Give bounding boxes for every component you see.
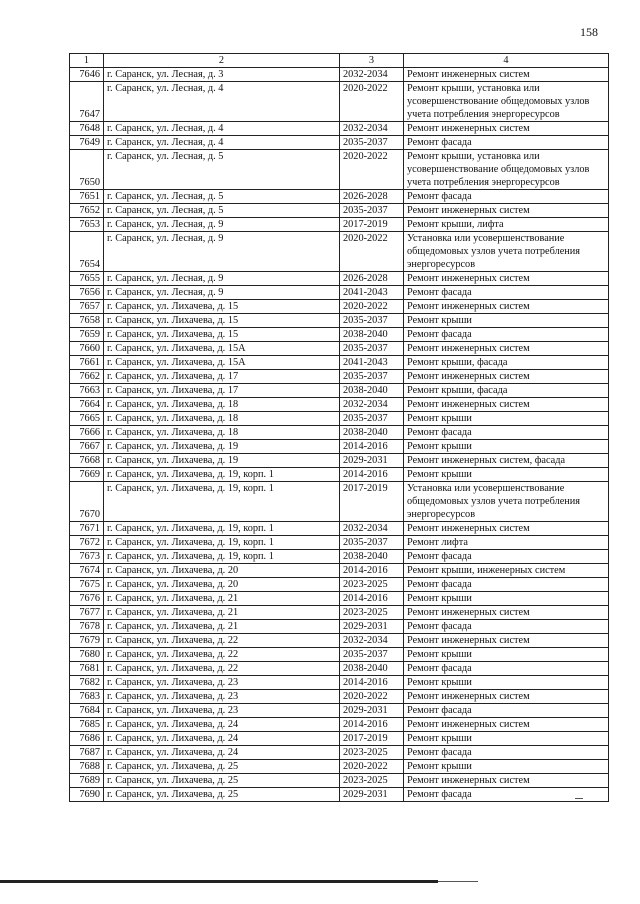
row-number-cell: 7673 xyxy=(70,550,104,564)
period-cell: 2014-2016 xyxy=(340,676,404,690)
work-type-cell: Ремонт инженерных систем, фасада xyxy=(404,454,609,468)
row-number-cell: 7658 xyxy=(70,314,104,328)
period-cell: 2041-2043 xyxy=(340,356,404,370)
table-row xyxy=(70,328,609,342)
table-row xyxy=(70,314,609,328)
row-number-cell: 7648 xyxy=(70,122,104,136)
address-cell: г. Саранск, ул. Лесная, д. 5 xyxy=(104,190,340,204)
table-body xyxy=(70,54,609,802)
period-cell: 2023-2025 xyxy=(340,578,404,592)
address-cell: г. Саранск, ул. Лихачева, д. 23 xyxy=(104,704,340,718)
period-cell: 2014-2016 xyxy=(340,468,404,482)
table-row xyxy=(70,550,609,564)
work-type-cell: Ремонт инженерных систем xyxy=(404,718,609,732)
row-number-cell: 7650 xyxy=(70,150,104,190)
address-cell: г. Саранск, ул. Лесная, д. 5 xyxy=(104,204,340,218)
table-row xyxy=(70,204,609,218)
work-type-cell: Ремонт инженерных систем xyxy=(404,522,609,536)
work-type-cell: Ремонт инженерных систем xyxy=(404,398,609,412)
table-row xyxy=(70,606,609,620)
work-type-cell: Ремонт инженерных систем xyxy=(404,634,609,648)
row-number-cell: 7656 xyxy=(70,286,104,300)
period-cell: 2035-2037 xyxy=(340,648,404,662)
address-cell: г. Саранск, ул. Лесная, д. 9 xyxy=(104,218,340,232)
period-cell: 2035-2037 xyxy=(340,136,404,150)
work-type-cell: Ремонт лифта xyxy=(404,536,609,550)
table-row xyxy=(70,122,609,136)
table-row xyxy=(70,676,609,690)
table-row xyxy=(70,398,609,412)
repair-schedule-table xyxy=(69,53,609,802)
work-type-cell: Ремонт крыши, фасада xyxy=(404,356,609,370)
work-type-cell: Ремонт фасада xyxy=(404,550,609,564)
row-number-cell: 7663 xyxy=(70,384,104,398)
row-number-cell: 7655 xyxy=(70,272,104,286)
row-number-cell: 7646 xyxy=(70,68,104,82)
work-type-cell: Ремонт инженерных систем xyxy=(404,272,609,286)
period-cell: 2020-2022 xyxy=(340,82,404,122)
address-cell: г. Саранск, ул. Лесная, д. 4 xyxy=(104,122,340,136)
work-type-cell: Ремонт крыши, лифта xyxy=(404,218,609,232)
address-cell: г. Саранск, ул. Лихачева, д. 21 xyxy=(104,620,340,634)
row-number-cell: 7666 xyxy=(70,426,104,440)
period-cell: 2020-2022 xyxy=(340,150,404,190)
scan-edge-bar xyxy=(0,880,438,883)
table-row xyxy=(70,286,609,300)
work-type-cell: Ремонт фасада xyxy=(404,620,609,634)
period-cell: 2014-2016 xyxy=(340,440,404,454)
row-number-cell: 7653 xyxy=(70,218,104,232)
period-cell: 2026-2028 xyxy=(340,190,404,204)
period-cell: 2041-2043 xyxy=(340,286,404,300)
period-cell: 2032-2034 xyxy=(340,398,404,412)
row-number-cell: 7680 xyxy=(70,648,104,662)
period-cell: 2023-2025 xyxy=(340,746,404,760)
address-cell: г. Саранск, ул. Лихачева, д. 19, корп. 1 xyxy=(104,536,340,550)
row-number-cell: 7661 xyxy=(70,356,104,370)
table-row xyxy=(70,136,609,150)
work-type-cell: Установка или усовершенствование общедомовых узлов учета потребления энергоресурсов xyxy=(404,232,609,272)
work-type-cell: Ремонт фасада xyxy=(404,426,609,440)
row-number-cell: 7686 xyxy=(70,732,104,746)
address-cell: г. Саранск, ул. Лихачева, д. 22 xyxy=(104,648,340,662)
row-number-cell: 7681 xyxy=(70,662,104,676)
table-row xyxy=(70,564,609,578)
work-type-cell: Ремонт фасада xyxy=(404,704,609,718)
address-cell: г. Саранск, ул. Лихачева, д. 22 xyxy=(104,662,340,676)
table-row xyxy=(70,370,609,384)
address-cell: г. Саранск, ул. Лесная, д. 9 xyxy=(104,286,340,300)
work-type-cell: Ремонт крыши xyxy=(404,314,609,328)
address-cell: г. Саранск, ул. Лихачева, д. 22 xyxy=(104,634,340,648)
period-cell: 2017-2019 xyxy=(340,482,404,522)
work-type-cell: Ремонт фасада xyxy=(404,190,609,204)
work-type-cell: Ремонт инженерных систем xyxy=(404,342,609,356)
row-number-cell: 7667 xyxy=(70,440,104,454)
work-type-cell: Ремонт крыши xyxy=(404,732,609,746)
scan-mark xyxy=(575,798,583,799)
work-type-cell: Установка или усовершенствование общедомовых узлов учета потребления энергоресурсов xyxy=(404,482,609,522)
table-row xyxy=(70,662,609,676)
period-cell: 2035-2037 xyxy=(340,204,404,218)
table-row xyxy=(70,704,609,718)
row-number-cell: 7665 xyxy=(70,412,104,426)
work-type-cell: Ремонт фасада xyxy=(404,746,609,760)
row-number-cell: 7664 xyxy=(70,398,104,412)
table-row xyxy=(70,522,609,536)
address-cell: г. Саранск, ул. Лихачева, д. 24 xyxy=(104,718,340,732)
address-cell: г. Саранск, ул. Лихачева, д. 20 xyxy=(104,564,340,578)
work-type-cell: Ремонт крыши, инженерных систем xyxy=(404,564,609,578)
work-type-cell: Ремонт инженерных систем xyxy=(404,68,609,82)
table-row xyxy=(70,774,609,788)
address-cell: г. Саранск, ул. Лихачева, д. 17 xyxy=(104,370,340,384)
table-row xyxy=(70,468,609,482)
period-cell: 2032-2034 xyxy=(340,634,404,648)
period-cell: 2038-2040 xyxy=(340,328,404,342)
work-type-cell: Ремонт фасада xyxy=(404,286,609,300)
work-type-cell: Ремонт крыши, установка или усовершенствование общедомовых узлов учета потребления энергоресурсов xyxy=(404,82,609,122)
period-cell: 2032-2034 xyxy=(340,122,404,136)
row-number-cell: 7684 xyxy=(70,704,104,718)
period-cell: 2035-2037 xyxy=(340,342,404,356)
address-cell: г. Саранск, ул. Лихачева, д. 21 xyxy=(104,606,340,620)
row-number-cell: 7647 xyxy=(70,82,104,122)
period-cell: 2017-2019 xyxy=(340,732,404,746)
header-row xyxy=(70,54,609,68)
row-number-cell: 7678 xyxy=(70,620,104,634)
address-cell: г. Саранск, ул. Лихачева, д. 25 xyxy=(104,774,340,788)
period-cell: 2023-2025 xyxy=(340,774,404,788)
address-cell: г. Саранск, ул. Лихачева, д. 18 xyxy=(104,398,340,412)
table-row xyxy=(70,620,609,634)
work-type-cell: Ремонт инженерных систем xyxy=(404,606,609,620)
work-type-cell: Ремонт крыши xyxy=(404,760,609,774)
address-cell: г. Саранск, ул. Лихачева, д. 25 xyxy=(104,788,340,802)
work-type-cell: Ремонт фасада xyxy=(404,136,609,150)
work-type-cell: Ремонт крыши, фасада xyxy=(404,384,609,398)
table-row xyxy=(70,82,609,122)
table-row xyxy=(70,718,609,732)
table-row xyxy=(70,356,609,370)
work-type-cell: Ремонт инженерных систем xyxy=(404,300,609,314)
address-cell: г. Саранск, ул. Лихачева, д. 15 xyxy=(104,314,340,328)
table-row xyxy=(70,68,609,82)
address-cell: г. Саранск, ул. Лесная, д. 4 xyxy=(104,136,340,150)
address-cell: г. Саранск, ул. Лихачева, д. 18 xyxy=(104,426,340,440)
address-cell: г. Саранск, ул. Лихачева, д. 23 xyxy=(104,690,340,704)
work-type-cell: Ремонт фасада xyxy=(404,578,609,592)
table-row xyxy=(70,232,609,272)
period-cell: 2023-2025 xyxy=(340,606,404,620)
row-number-cell: 7676 xyxy=(70,592,104,606)
period-cell: 2020-2022 xyxy=(340,760,404,774)
row-number-cell: 7674 xyxy=(70,564,104,578)
work-type-cell: Ремонт крыши xyxy=(404,468,609,482)
address-cell: г. Саранск, ул. Лесная, д. 3 xyxy=(104,68,340,82)
period-cell: 2035-2037 xyxy=(340,370,404,384)
work-type-cell: Ремонт инженерных систем xyxy=(404,774,609,788)
period-cell: 2035-2037 xyxy=(340,536,404,550)
period-cell: 2014-2016 xyxy=(340,564,404,578)
period-cell: 2026-2028 xyxy=(340,272,404,286)
work-type-cell: Ремонт крыши xyxy=(404,440,609,454)
work-type-cell: Ремонт фасада xyxy=(404,662,609,676)
work-type-cell: Ремонт фасада xyxy=(404,328,609,342)
table-row xyxy=(70,690,609,704)
period-cell: 2035-2037 xyxy=(340,412,404,426)
row-number-cell: 7675 xyxy=(70,578,104,592)
table-row xyxy=(70,536,609,550)
period-cell: 2014-2016 xyxy=(340,718,404,732)
row-number-cell: 7649 xyxy=(70,136,104,150)
table-row xyxy=(70,634,609,648)
period-cell: 2029-2031 xyxy=(340,454,404,468)
address-cell: г. Саранск, ул. Лесная, д. 4 xyxy=(104,82,340,122)
work-type-cell: Ремонт инженерных систем xyxy=(404,122,609,136)
table-row xyxy=(70,482,609,522)
period-cell: 2038-2040 xyxy=(340,426,404,440)
address-cell: г. Саранск, ул. Лихачева, д. 25 xyxy=(104,760,340,774)
table-row xyxy=(70,412,609,426)
header-col-3: 3 xyxy=(340,54,404,68)
scan-edge-bar-thin xyxy=(438,881,478,882)
work-type-cell: Ремонт инженерных систем xyxy=(404,690,609,704)
row-number-cell: 7659 xyxy=(70,328,104,342)
row-number-cell: 7687 xyxy=(70,746,104,760)
address-cell: г. Саранск, ул. Лихачева, д. 20 xyxy=(104,578,340,592)
address-cell: г. Саранск, ул. Лихачева, д. 19, корп. 1 xyxy=(104,550,340,564)
header-col-2: 2 xyxy=(104,54,340,68)
row-number-cell: 7651 xyxy=(70,190,104,204)
row-number-cell: 7677 xyxy=(70,606,104,620)
table-row xyxy=(70,732,609,746)
address-cell: г. Саранск, ул. Лихачева, д. 23 xyxy=(104,676,340,690)
address-cell: г. Саранск, ул. Лесная, д. 9 xyxy=(104,232,340,272)
address-cell: г. Саранск, ул. Лихачева, д. 15 xyxy=(104,300,340,314)
period-cell: 2020-2022 xyxy=(340,300,404,314)
row-number-cell: 7662 xyxy=(70,370,104,384)
row-number-cell: 7688 xyxy=(70,760,104,774)
row-number-cell: 7683 xyxy=(70,690,104,704)
period-cell: 2032-2034 xyxy=(340,68,404,82)
work-type-cell: Ремонт крыши xyxy=(404,412,609,426)
row-number-cell: 7657 xyxy=(70,300,104,314)
period-cell: 2029-2031 xyxy=(340,620,404,634)
row-number-cell: 7652 xyxy=(70,204,104,218)
address-cell: г. Саранск, ул. Лихачева, д. 15 xyxy=(104,328,340,342)
table-row xyxy=(70,384,609,398)
work-type-cell: Ремонт крыши, установка или усовершенствование общедомовых узлов учета потребления энергоресурсов xyxy=(404,150,609,190)
address-cell: г. Саранск, ул. Лихачева, д. 24 xyxy=(104,732,340,746)
address-cell: г. Саранск, ул. Лихачева, д. 15А xyxy=(104,356,340,370)
period-cell: 2020-2022 xyxy=(340,690,404,704)
address-cell: г. Саранск, ул. Лихачева, д. 19, корп. 1 xyxy=(104,522,340,536)
table-row xyxy=(70,592,609,606)
period-cell: 2020-2022 xyxy=(340,232,404,272)
period-cell: 2029-2031 xyxy=(340,704,404,718)
table-row xyxy=(70,272,609,286)
period-cell: 2014-2016 xyxy=(340,592,404,606)
period-cell: 2038-2040 xyxy=(340,384,404,398)
table-row xyxy=(70,760,609,774)
table-row xyxy=(70,150,609,190)
row-number-cell: 7689 xyxy=(70,774,104,788)
table-row xyxy=(70,218,609,232)
work-type-cell: Ремонт крыши xyxy=(404,648,609,662)
address-cell: г. Саранск, ул. Лихачева, д. 18 xyxy=(104,412,340,426)
table-row xyxy=(70,342,609,356)
period-cell: 2029-2031 xyxy=(340,788,404,802)
row-number-cell: 7670 xyxy=(70,482,104,522)
address-cell: г. Саранск, ул. Лихачева, д. 19, корп. 1 xyxy=(104,482,340,522)
address-cell: г. Саранск, ул. Лесная, д. 9 xyxy=(104,272,340,286)
work-type-cell: Ремонт фасада xyxy=(404,788,609,802)
row-number-cell: 7690 xyxy=(70,788,104,802)
address-cell: г. Саранск, ул. Лихачева, д. 24 xyxy=(104,746,340,760)
row-number-cell: 7660 xyxy=(70,342,104,356)
table-row xyxy=(70,440,609,454)
period-cell: 2017-2019 xyxy=(340,218,404,232)
address-cell: г. Саранск, ул. Лихачева, д. 15А xyxy=(104,342,340,356)
period-cell: 2035-2037 xyxy=(340,314,404,328)
work-type-cell: Ремонт инженерных систем xyxy=(404,370,609,384)
address-cell: г. Саранск, ул. Лихачева, д. 17 xyxy=(104,384,340,398)
table-row xyxy=(70,788,609,802)
table-row xyxy=(70,426,609,440)
row-number-cell: 7669 xyxy=(70,468,104,482)
table-row xyxy=(70,454,609,468)
header-col-4: 4 xyxy=(404,54,609,68)
address-cell: г. Саранск, ул. Лесная, д. 5 xyxy=(104,150,340,190)
row-number-cell: 7685 xyxy=(70,718,104,732)
work-type-cell: Ремонт крыши xyxy=(404,592,609,606)
table-row xyxy=(70,190,609,204)
header-col-1: 1 xyxy=(70,54,104,68)
row-number-cell: 7672 xyxy=(70,536,104,550)
work-type-cell: Ремонт крыши xyxy=(404,676,609,690)
table-row xyxy=(70,578,609,592)
address-cell: г. Саранск, ул. Лихачева, д. 19, корп. 1 xyxy=(104,468,340,482)
period-cell: 2032-2034 xyxy=(340,522,404,536)
page-number: 158 xyxy=(580,25,598,39)
row-number-cell: 7671 xyxy=(70,522,104,536)
row-number-cell: 7654 xyxy=(70,232,104,272)
address-cell: г. Саранск, ул. Лихачева, д. 19 xyxy=(104,440,340,454)
table-row xyxy=(70,746,609,760)
period-cell: 2038-2040 xyxy=(340,662,404,676)
address-cell: г. Саранск, ул. Лихачева, д. 21 xyxy=(104,592,340,606)
table-row xyxy=(70,300,609,314)
work-type-cell: Ремонт инженерных систем xyxy=(404,204,609,218)
row-number-cell: 7682 xyxy=(70,676,104,690)
row-number-cell: 7668 xyxy=(70,454,104,468)
period-cell: 2038-2040 xyxy=(340,550,404,564)
address-cell: г. Саранск, ул. Лихачева, д. 19 xyxy=(104,454,340,468)
table-row xyxy=(70,648,609,662)
row-number-cell: 7679 xyxy=(70,634,104,648)
